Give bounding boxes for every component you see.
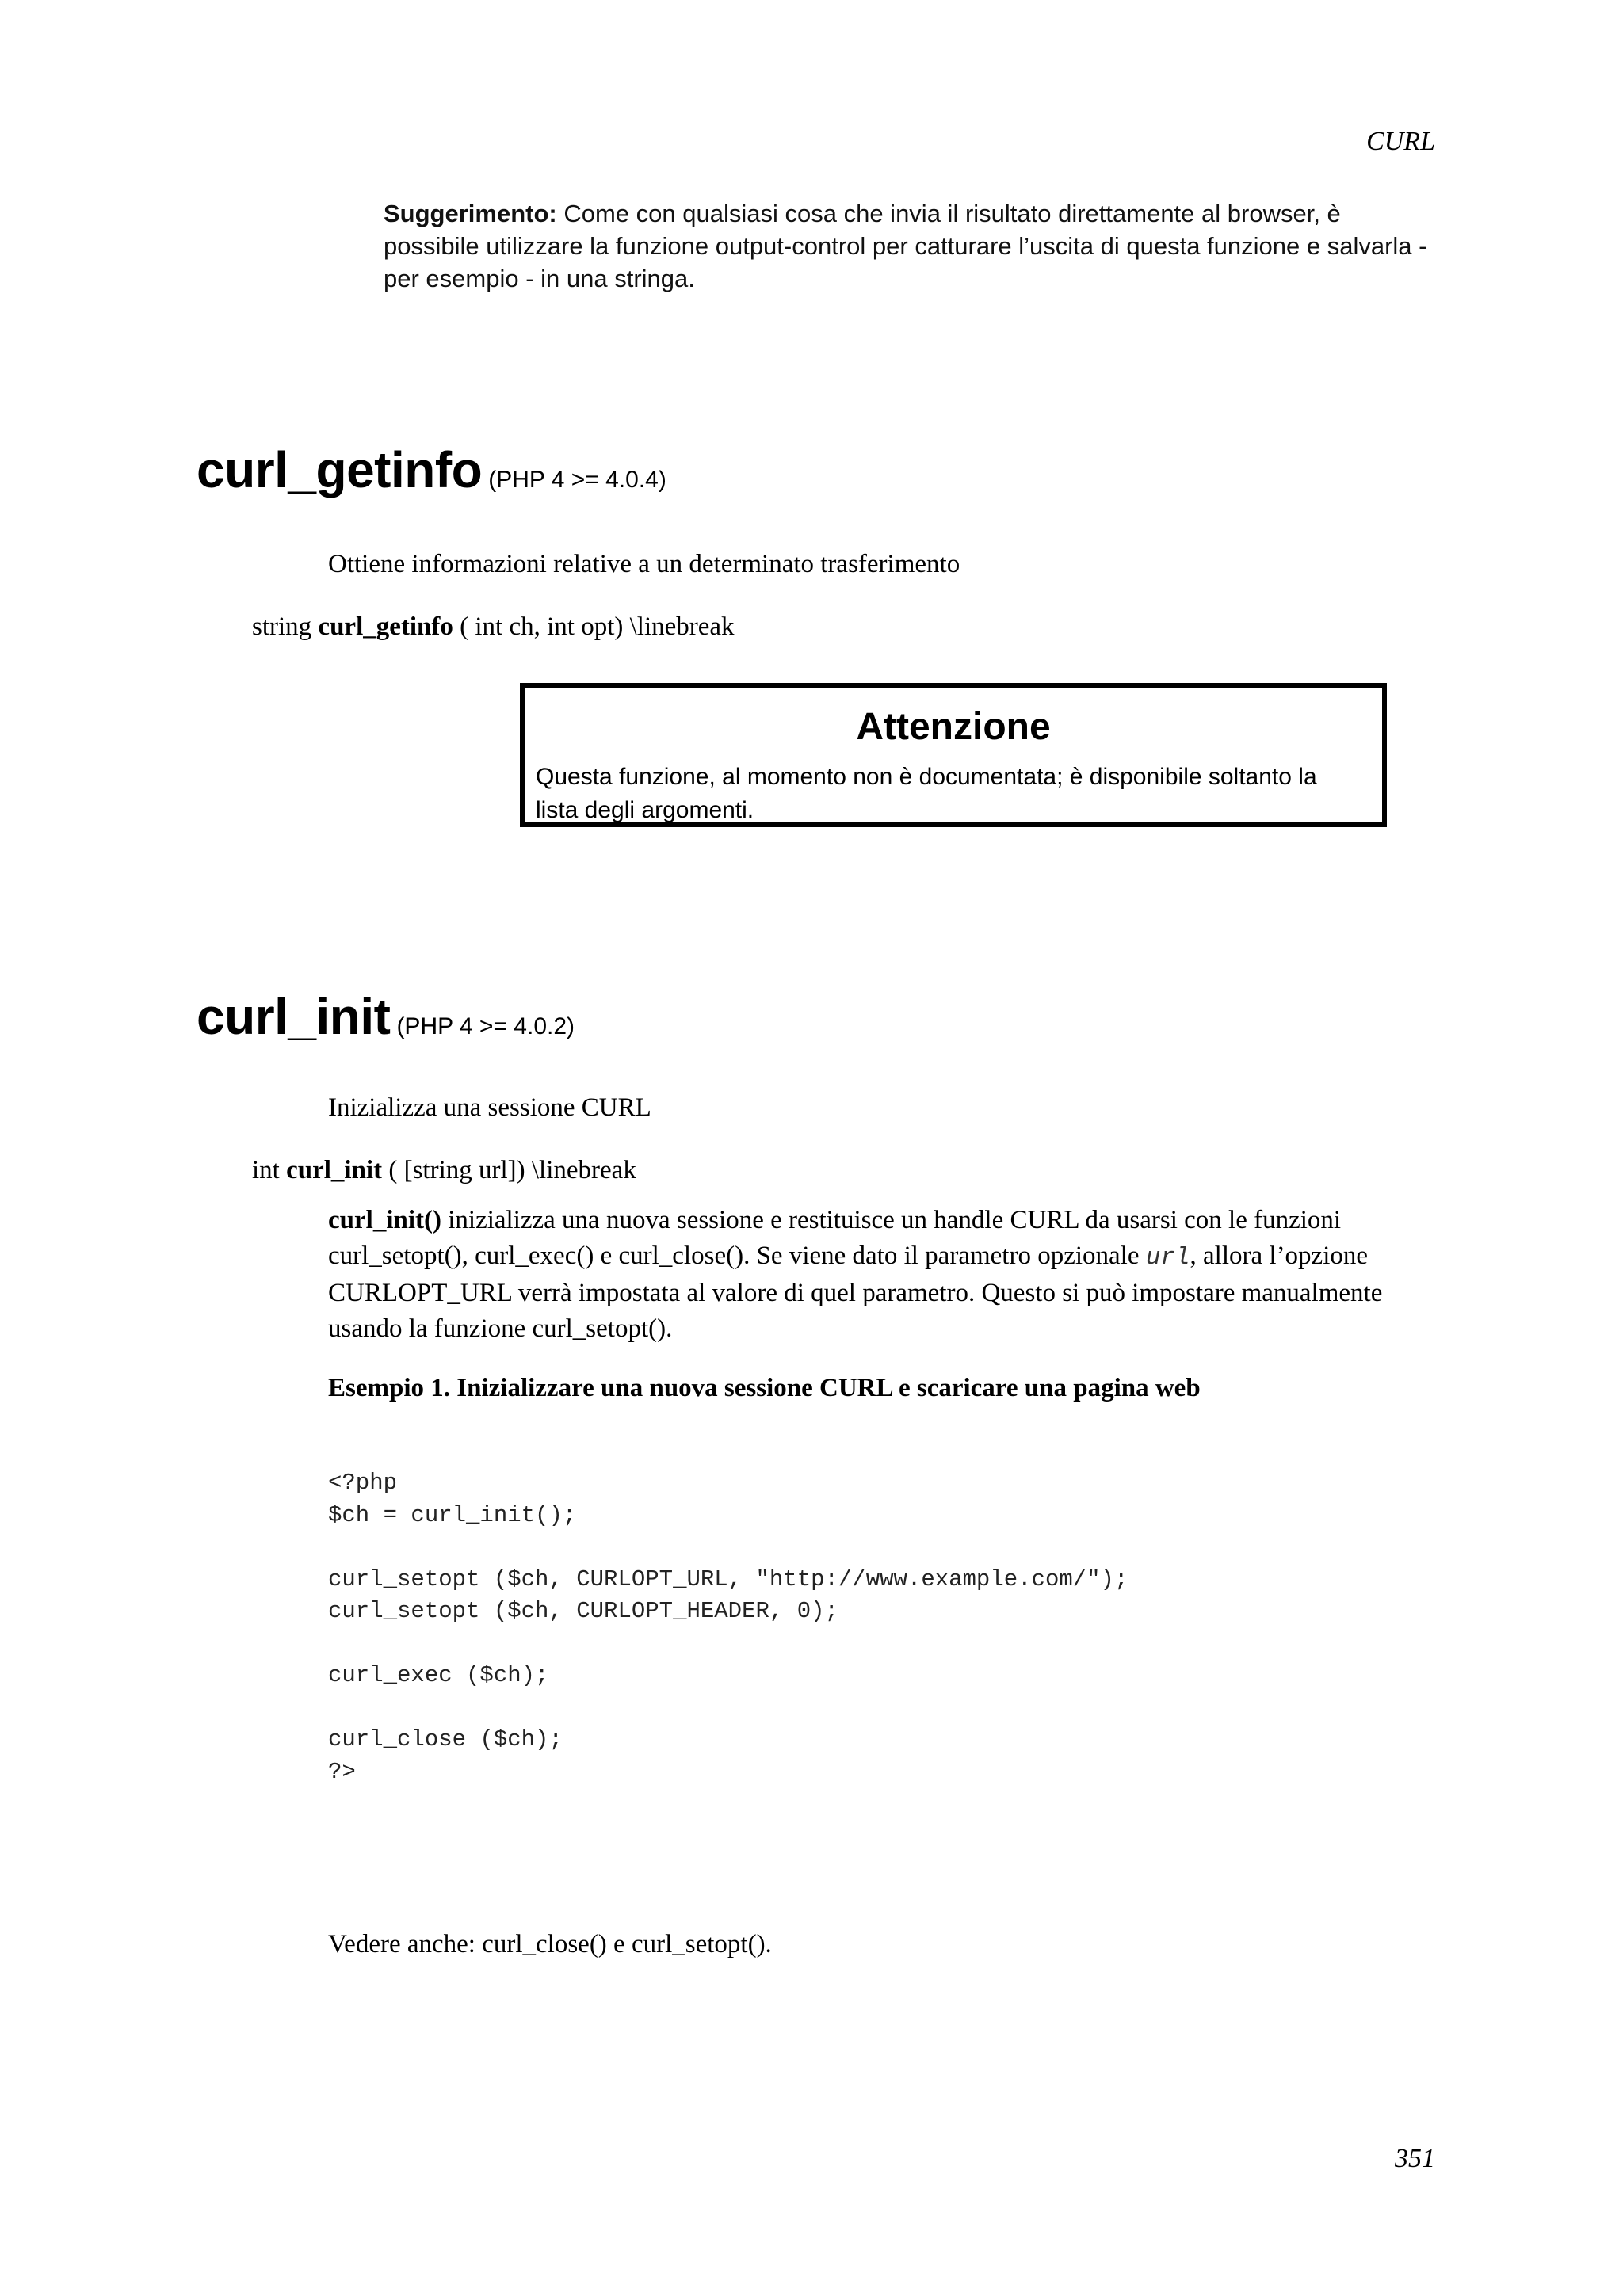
warning-title: Attenzione: [856, 706, 1051, 748]
synopsis-params: ( int ch, int opt) \linebreak: [460, 612, 735, 641]
function-description: [328, 1203, 1438, 1347]
tip-label: Suggerimento:: [384, 200, 557, 227]
description-param: url: [1145, 1244, 1190, 1272]
return-type: int: [252, 1156, 280, 1184]
function-heading-curl-init: [197, 987, 575, 1046]
warning-box: [520, 683, 1387, 827]
description-text-2: , allora l’opzione CURLOPT_URL verrà impostata al valore di quel parametro. Questo si può impostare manualmente usando la funzione curl_setopt().: [328, 1241, 1383, 1343]
example-title: Esempio 1. Inizializzare una nuova sessione CURL e scaricare una pagina web: [328, 1374, 1201, 1402]
tip-note: [384, 197, 1438, 295]
description-text-1: inizializza una nuova sessione e restituisce un handle CURL da usarsi con le funzioni curl_setopt(), curl_exec() e curl_close(). Se viene dato il parametro opzionale: [328, 1206, 1342, 1270]
synopsis-params: ( [string url]) \linebreak: [388, 1156, 636, 1184]
code-example: <?php $ch = curl_init(); curl_setopt ($ch, CURLOPT_URL, "http://www.example.com/"); curl_setopt ($ch, CURLOPT_HEADER, 0); curl_exec ($ch); curl_close ($ch); ?>: [328, 1470, 1128, 1785]
function-synopsis: [252, 1156, 636, 1185]
function-purpose: Inizializza una sessione CURL: [328, 1093, 651, 1122]
function-version: (PHP 4 >= 4.0.2): [396, 1013, 575, 1039]
function-purpose: Ottiene informazioni relative a un determinato trasferimento: [328, 550, 960, 578]
return-type: string: [252, 612, 312, 641]
function-synopsis: [252, 612, 735, 642]
function-heading-curl-getinfo: [197, 441, 666, 499]
tip-text: Come con qualsiasi cosa che invia il risultato direttamente al browser, è possibile utilizzare la funzione output-control per catturare l’uscita di questa funzione e salvarla - per esempio - in una stringa.: [384, 200, 1427, 292]
function-version: (PHP 4 >= 4.0.4): [488, 467, 666, 493]
function-name: curl_init: [197, 988, 391, 1045]
function-name: curl_getinfo: [197, 441, 483, 498]
see-also: Vedere anche: curl_close() e curl_setopt().: [328, 1930, 772, 1958]
page-number: 351: [1395, 2144, 1435, 2173]
description-function-ref: curl_init(): [328, 1206, 441, 1234]
synopsis-function-name: curl_getinfo: [318, 612, 453, 641]
synopsis-function-name: curl_init: [286, 1156, 383, 1184]
running-header: CURL: [1366, 127, 1435, 156]
warning-text: Questa funzione, al momento non è documentata; è disponibile soltanto la lista degli argomenti.: [536, 764, 1317, 823]
